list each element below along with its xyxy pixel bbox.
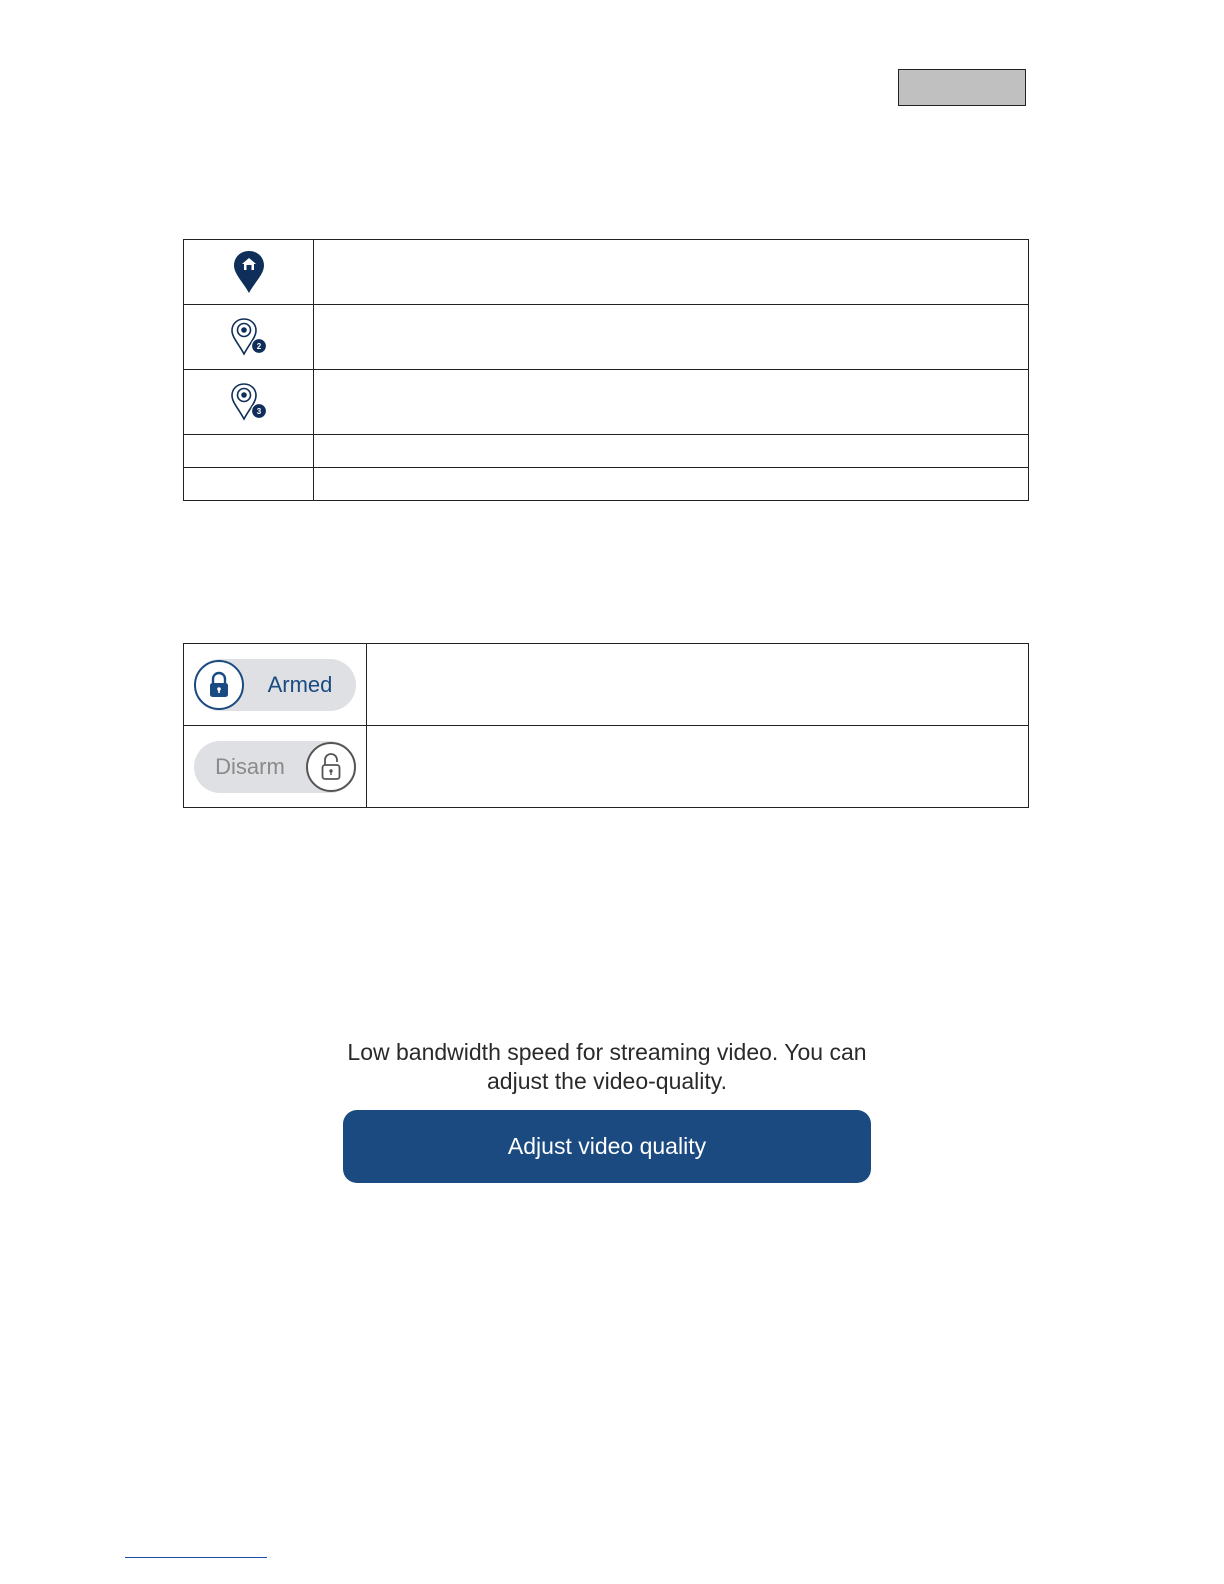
table-row: [184, 370, 1029, 435]
lock-closed-icon: [208, 671, 230, 699]
description-cell: [367, 726, 1029, 808]
icon-cell: [184, 435, 314, 468]
alarm-state-table: [183, 643, 1029, 808]
disarm-lock-circle: [306, 742, 356, 792]
home-location-pin-icon: [232, 249, 266, 295]
disarm-label: Disarm: [215, 753, 285, 779]
location-pin-2-icon: [229, 317, 269, 357]
icon-cell: [184, 240, 314, 305]
location-pin-3-icon: [229, 382, 269, 422]
description-cell: [314, 240, 1029, 305]
icon-cell: [184, 305, 314, 370]
table-row: [184, 726, 1029, 808]
table-row: [184, 468, 1029, 501]
table-row: [184, 240, 1029, 305]
icon-cell: [184, 370, 314, 435]
location-icons-table: [183, 239, 1029, 501]
description-cell: [314, 435, 1029, 468]
table-row: [184, 644, 1029, 726]
footer-link-underline: [125, 1557, 267, 1558]
icon-cell: [184, 468, 314, 501]
icon-cell: [184, 726, 367, 808]
table-row: [184, 435, 1029, 468]
description-cell: [314, 370, 1029, 435]
description-cell: [367, 644, 1029, 726]
icon-cell: [184, 644, 367, 726]
low-bandwidth-message: Low bandwidth speed for streaming video. You can adjust the video-quality.: [347, 1039, 867, 1094]
adjust-video-quality-button[interactable]: Adjust video quality: [343, 1110, 871, 1183]
table-row: [184, 305, 1029, 370]
armed-toggle[interactable]: [194, 659, 356, 711]
pin-badge-number: 3: [256, 407, 261, 416]
description-cell: [314, 468, 1029, 501]
lock-open-icon: [320, 752, 342, 782]
armed-label: Armed: [267, 671, 333, 697]
armed-lock-circle: [194, 660, 244, 710]
disarm-toggle[interactable]: [194, 741, 356, 793]
pin-badge-number: 2: [256, 342, 261, 351]
description-cell: [314, 305, 1029, 370]
header-gray-box: [898, 69, 1026, 106]
